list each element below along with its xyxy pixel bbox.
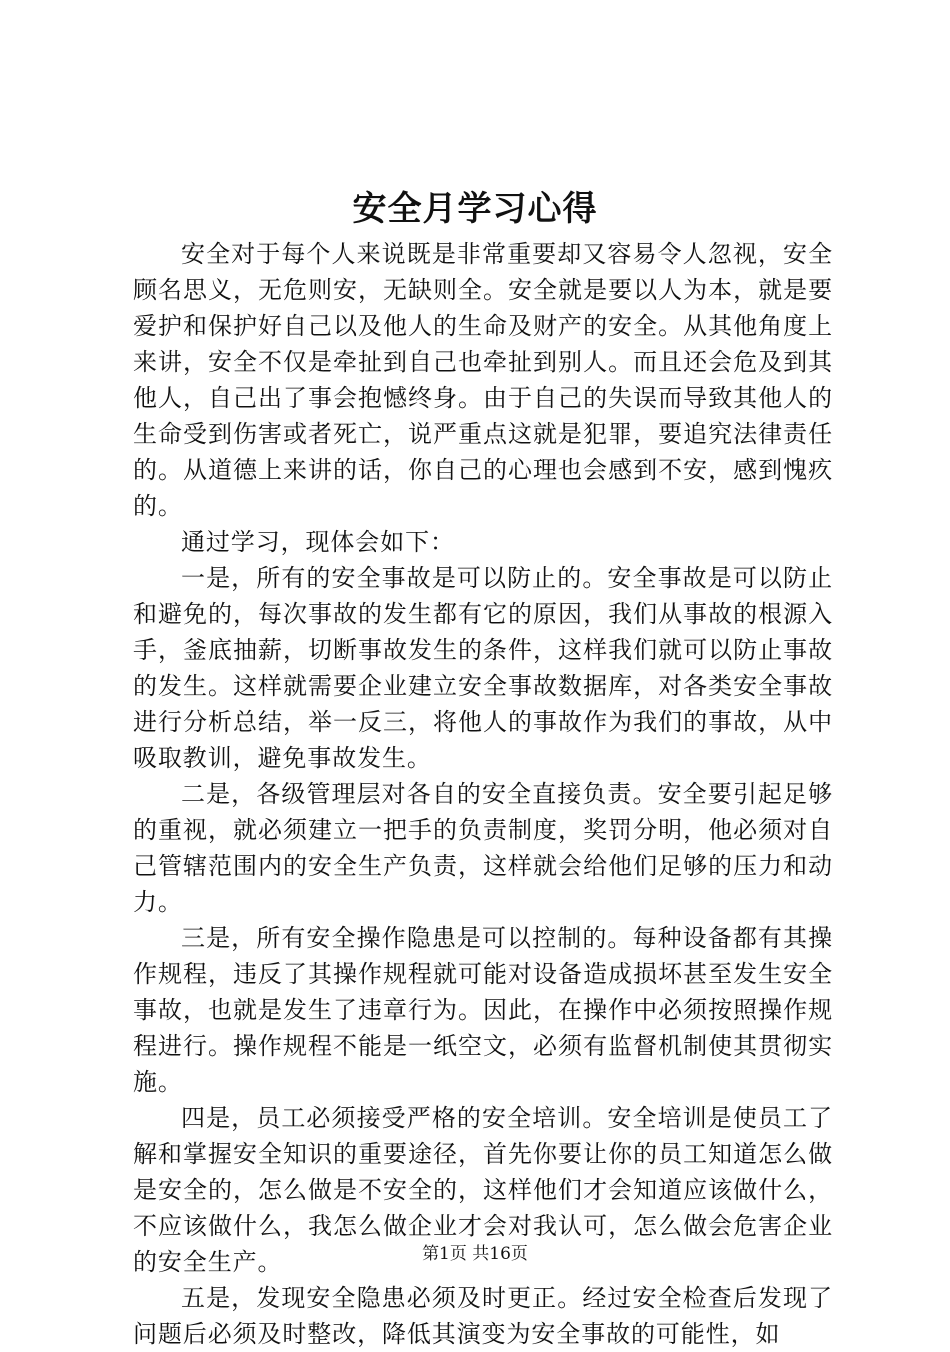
document-body bbox=[133, 236, 833, 1352]
paragraph-point-2: 二是，各级管理层对各自的安全直接负责。安全要引起足够的重视，就必须建立一把手的负责制度，奖罚分明，他必须对自己管辖范围内的安全生产负责，这样就会给他们足够的压力和动力。 bbox=[133, 780, 833, 916]
paragraph-point-5: 五是，发现安全隐患必须及时更正。经过安全检查后发现了问题后必须及时整改，降低其演变为安全事故的可能性，如 bbox=[133, 1284, 833, 1348]
paragraph-summary-lead: 通过学习，现体会如下： bbox=[181, 528, 455, 556]
paragraph-intro: 安全对于每个人来说既是非常重要却又容易令人忽视，安全顾名思义，无危则安，无缺则全。安全就是要以人为本，就是要爱护和保护好自己以及他人的生命及财产的安全。从其他角度上来讲，安全不仅是牵扯到自己也牵扯到别人。而且还会危及到其他人，自己出了事会抱憾终身。由于自己的失误而导致其他人的生命受到伤害或者死亡，说严重点这就是犯罪，要追究法律责任的。从道德上来讲的话，你自己的心理也会感到不安，感到愧疚的。 bbox=[133, 240, 833, 520]
document-title: 安全月学习心得 bbox=[352, 189, 598, 229]
paragraph-point-3: 三是，所有安全操作隐患是可以控制的。每种设备都有其操作规程，违反了其操作规程就可能对设备造成损坏甚至发生安全事故，也就是发生了违章行为。因此，在操作中必须按照操作规程进行。操作规程不能是一纸空文，必须有监督机制使其贯彻实施。 bbox=[133, 924, 833, 1096]
paragraph-point-4: 四是，员工必须接受严格的安全培训。安全培训是使员工了解和掌握安全知识的重要途径，首先你要让你的员工知道怎么做是安全的，怎么做是不安全的，这样他们才会知道应该做什么，不应该做什么，我怎么做企业才会对我认可，怎么做会危害企业的安全生产。 bbox=[133, 1104, 833, 1276]
page-number-footer: 第1页 共16页 bbox=[422, 1244, 528, 1264]
paragraph-point-1: 一是，所有的安全事故是可以防止的。安全事故是可以防止和避免的，每次事故的发生都有它的原因，我们从事故的根源入手，釜底抽薪，切断事故发生的条件，这样我们就可以防止事故的发生。这样就需要企业建立安全事故数据库，对各类安全事故进行分析总结，举一反三，将他人的事故作为我们的事故，从中吸取教训，避免事故发生。 bbox=[133, 564, 833, 772]
